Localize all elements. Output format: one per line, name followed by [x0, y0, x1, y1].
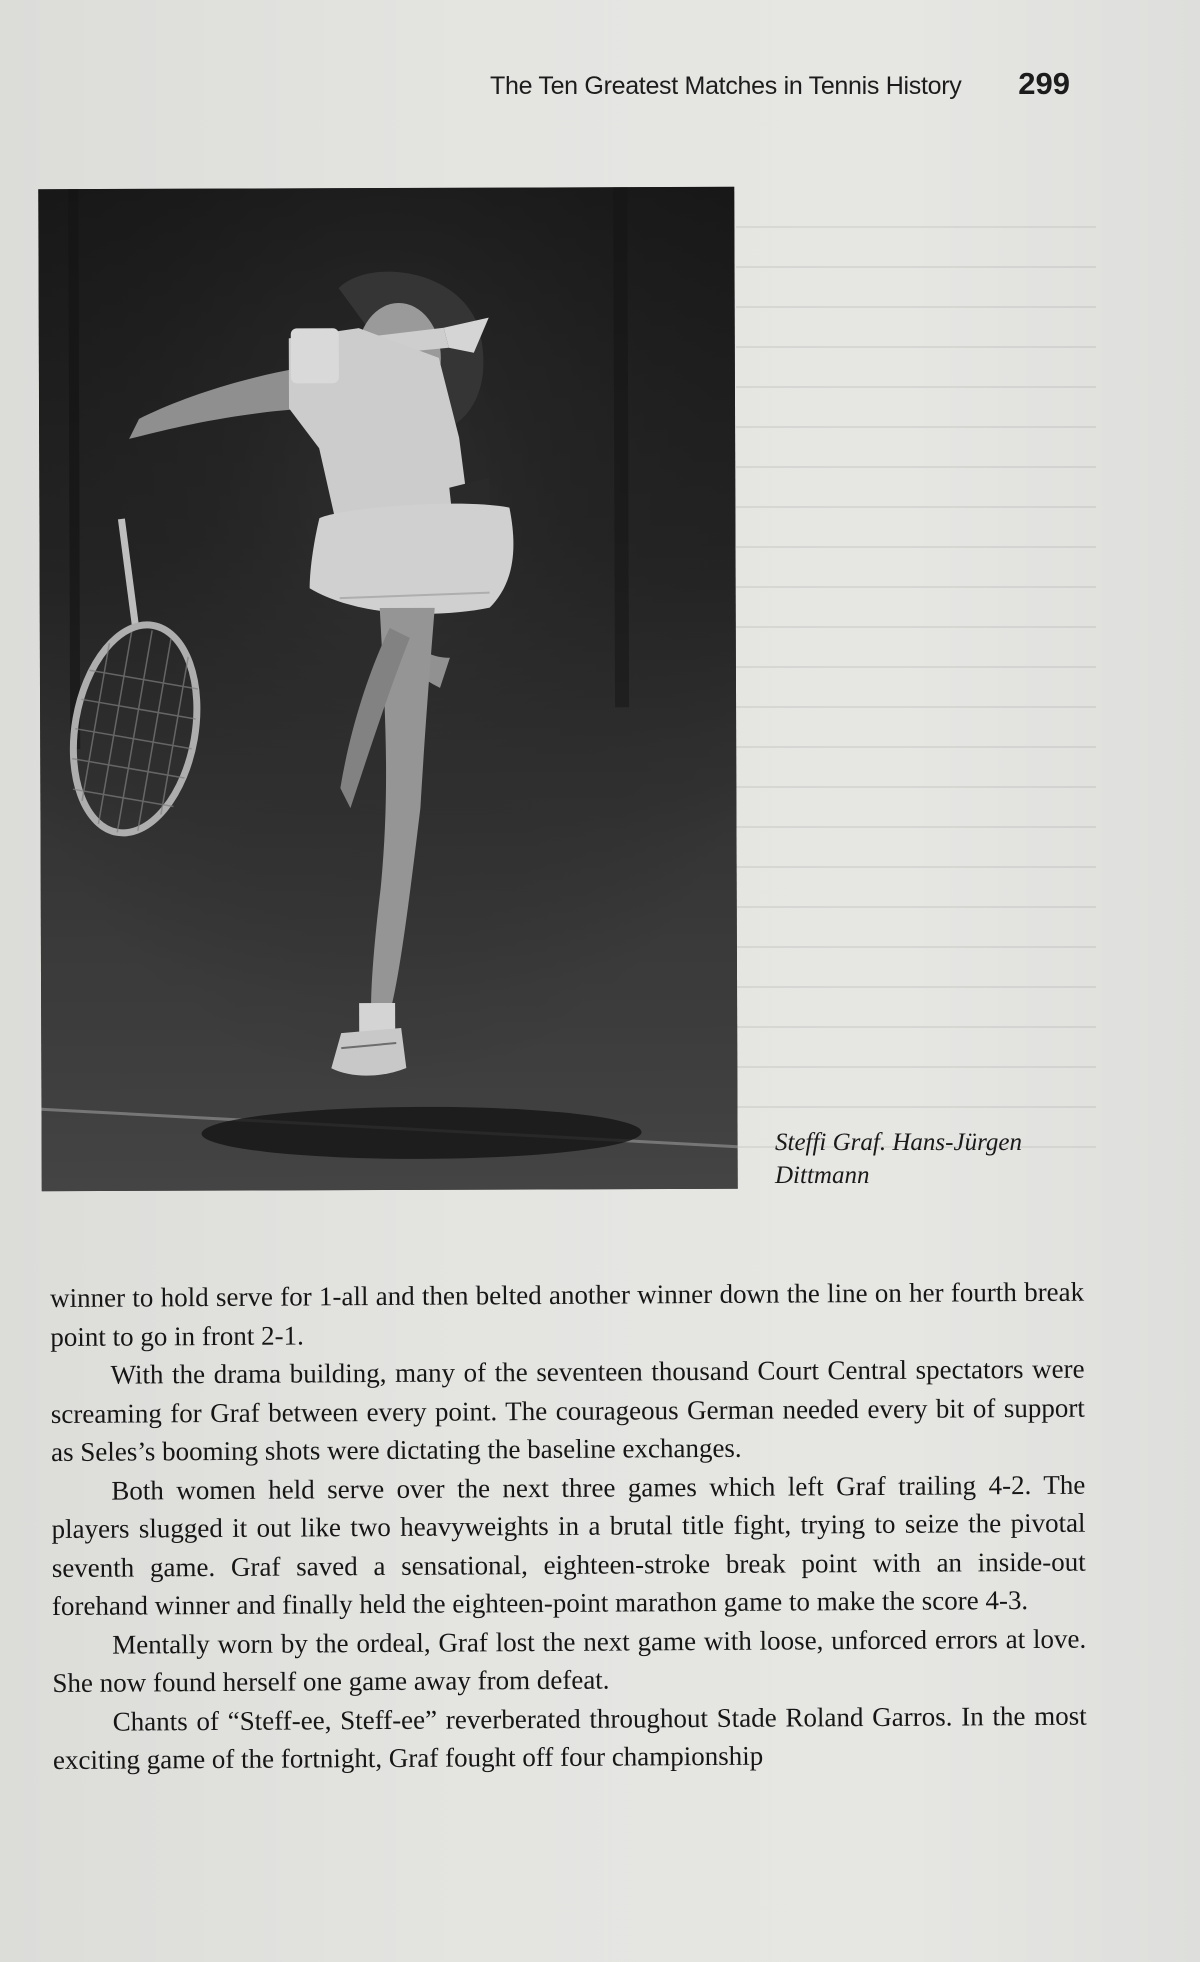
- paragraph: Both women held serve over the next three games which left Graf trailing 4-2. The players slugged it out like two heavyweights in a brutal title fight, trying to seize the pivotal seventh game. Graf saved a sensational, eighteen-stroke break point with an inside-out forehand winner and finally held the eighteen-point marathon game to make the score 4-3.: [51, 1469, 1086, 1621]
- page-number: 299: [1018, 66, 1070, 101]
- paragraph: With the drama building, many of the seventeen thousand Court Central spectators were screaming for Graf between every point. The courageous German needed every bit of support as Seles’s booming shots were dictating the baseline exchanges.: [50, 1353, 1085, 1467]
- tennis-player-photo: [38, 187, 737, 1191]
- paragraph: Mentally worn by the ordeal, Graf lost the next game with loose, unforced errors at love. She now found herself one game away from defeat.: [52, 1623, 1087, 1698]
- running-head: [480, 66, 1070, 106]
- show-through-text: [736, 188, 1096, 1268]
- body-text: [50, 1273, 1087, 1780]
- paragraph: winner to hold serve for 1-all and then belted another winner down the line on her fourth break point to go in front 2-1.: [50, 1276, 1085, 1352]
- running-title: The Ten Greatest Matches in Tennis History: [490, 72, 962, 100]
- figure-caption: Steffi Graf. Hans-Jürgen Dittmann: [775, 1129, 1022, 1189]
- paragraph: Chants of “Steff-ee, Steff-ee” reverberated throughout Stade Roland Garros. In the most exciting game of the fortnight, Graf fought off four championship: [52, 1700, 1087, 1775]
